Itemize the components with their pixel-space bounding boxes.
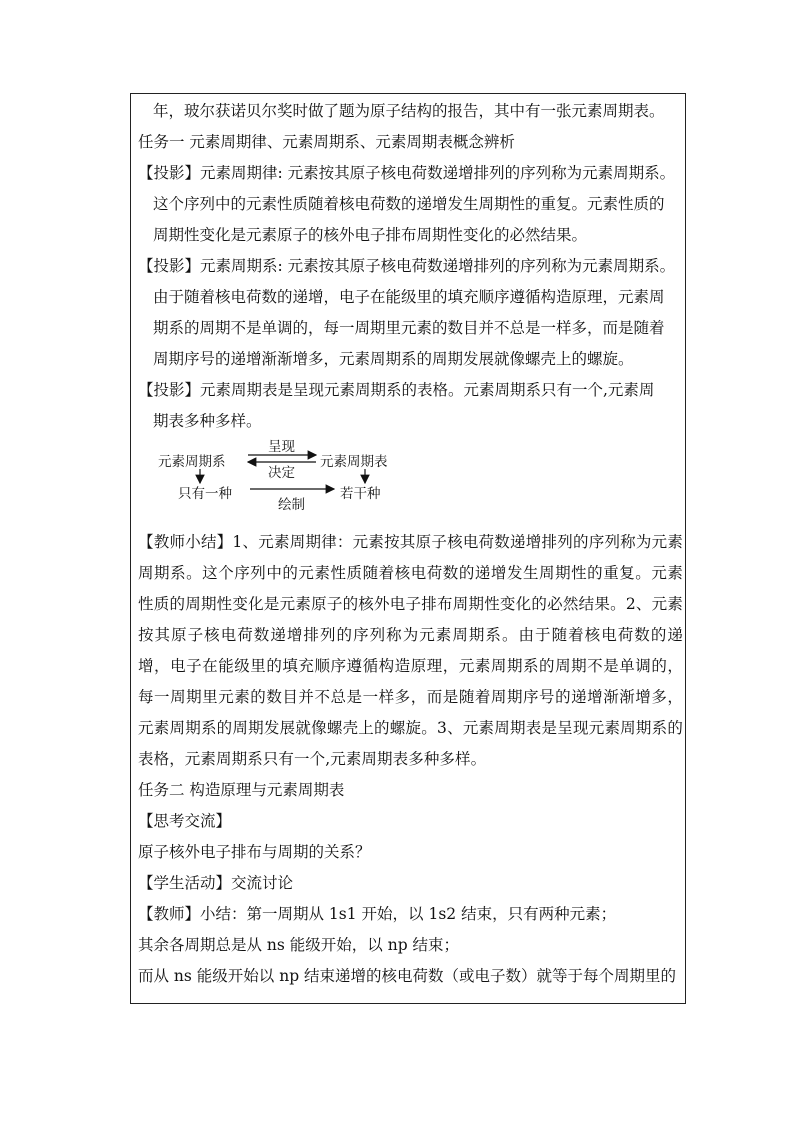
- student-activity: 【学生活动】交流讨论: [138, 874, 294, 892]
- question-line: 原子核外电子排布与周期的关系？: [138, 843, 371, 861]
- projection-paragraph: 【投影】元素周期系: 元素按其原子核电荷数递增排列的序列称为元素周期系。: [138, 257, 676, 275]
- text-line: 这个序列中的元素性质随着核电荷数的递增发生周期性的重复。元素性质的: [153, 195, 665, 213]
- text-line: 期表多种多样。: [153, 412, 262, 430]
- text-line: 周期序号的递增渐渐增多，元素周期系的周期发展就像螺壳上的螺旋。: [153, 350, 634, 368]
- diagram-label-present: 呈现: [268, 439, 295, 455]
- diagram-node-system: 元素周期系: [158, 454, 226, 470]
- text-line: 周期性变化是元素原子的核外电子排布周期性变化的必然结果。: [153, 226, 588, 244]
- diagram-label-decide: 决定: [268, 465, 295, 481]
- task-heading: 任务二 构造原理与元素周期表: [138, 781, 345, 799]
- projection-paragraph: 【投影】元素周期表是呈现元素周期系的表格。元素周期系只有一个,元素周: [138, 381, 655, 399]
- document-content: [138, 96, 683, 992]
- text-line: 期系的周期不是单调的，每一周期里元素的数目并不总是一样多，而是随着: [153, 319, 665, 337]
- section-label: 【思考交流】: [138, 812, 232, 830]
- relationship-diagram: [138, 439, 683, 523]
- diagram-node-only-one: 只有一种: [178, 486, 232, 502]
- projection-paragraph: 【投影】元素周期律: 元素按其原子核电荷数递增排列的序列称为元素周期系。: [138, 164, 676, 182]
- diagram-node-table: 元素周期表: [320, 454, 388, 470]
- text-line: 而从 ns 能级开始以 np 结束递增的核电荷数（或电子数）就等于每个周期里的: [138, 967, 677, 985]
- text-line: 年，玻尔获诺贝尔奖时做了题为原子结构的报告，其中有一张元素周期表。: [153, 102, 665, 120]
- diagram-node-several: 若干种: [340, 486, 381, 502]
- teacher-line: 【教师】小结：第一周期从 1s1 开始，以 1s2 结束，只有两种元素；: [138, 905, 617, 923]
- teacher-summary: 【教师小结】1、元素周期律：元素按其原子核电荷数递增排列的序列称为元素周期系。这个序列中的元素性质随着核电荷数的递增发生周期性的重复。元素性质的周期性变化是元素原子的核外电子排布周期性变化的必然结果。2、元素按其原子核电荷数递增排列的序列称为元素周期系。由于随着核电荷数的递增，电子在能级里的填充顺序遵循构造原理，元素周期系的周期不是单调的，每一周期里元素的数目并不总是一样多，而是随着周期序号的递增渐渐增多，元素周期系的周期发展就像螺壳上的螺旋。3、元素周期表是呈现元素周期系的表格，元素周期系只有一个,元素周期表多种多样。: [138, 533, 683, 768]
- text-line: 其余各周期总是从 ns 能级开始，以 np 结束；: [138, 936, 460, 954]
- task-heading: 任务一 元素周期律、元素周期系、元素周期表概念辨析: [138, 133, 515, 151]
- text-line: 由于随着核电荷数的递增，电子在能级里的填充顺序遵循构造原理，元素周: [153, 288, 665, 306]
- diagram-label-draw: 绘制: [278, 497, 305, 513]
